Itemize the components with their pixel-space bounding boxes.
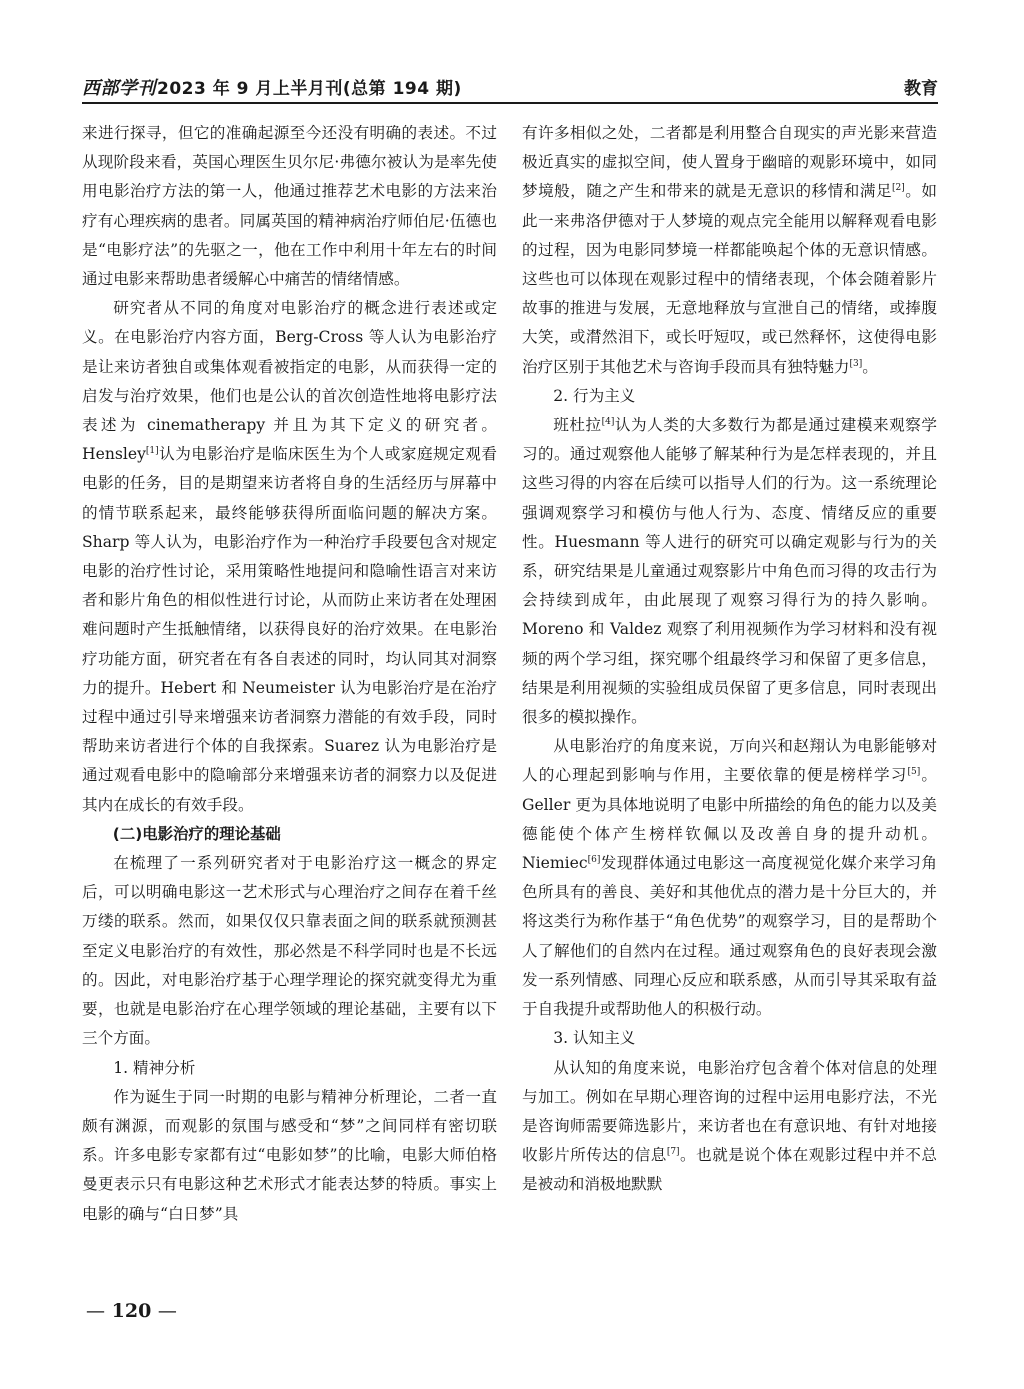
- paragraph: 研究者从不同的角度对电影治疗的概念进行表述或定义。在电影治疗内容方面，Berg-Cross 等人认为电影治疗是让来访者独自或集体观看被指定的电影，从而获得一定的启发与治疗效果，他们也是公认的首次创造性地将电影疗法表述为 cinematherapy 并且为其下定义的研究者。Hensley[1]认为电影治疗是临床医生为个人或家庭规定观看电影的任务，目的是期望来访者将自身的生活经历与屏幕中的情节联系起来，最终能够获得所面临问题的解决方案。Sharp 等人认为，电影治疗作为一种治疗手段要包含对规定电影的治疗性讨论，采用策略性地提问和隐喻性语言对来访者和影片角色的相似性进行讨论，从而防止来访者在处理困难问题时产生抵触情绪，以获得良好的治疗效果。在电影治疗功能方面，研究者在有各自表述的同时，均认同其对洞察力的提升。Hebert 和 Neumeister 认为电影治疗是在治疗过程中通过引导来增强来访者洞察力潜能的有效手段，同时帮助来访者进行个体的自我探索。Suarez 认为电影治疗是通过观看电影中的隐喻部分来增强来访者的洞察力以及促进其内在成长的有效手段。: [82, 299, 497, 814]
- paragraph: 从认知的角度来说，电影治疗包含着个体对信息的处理与加工。例如在早期心理咨询的过程中运用电影疗法，不光是咨询师需要筛选影片，来访者也在有意识地、有针对地接收影片所传达的信息[7]。也就是说个体在观影过程中并不总是被动和消极地默默: [522, 1058, 937, 1194]
- paragraph: 在梳理了一系列研究者对于电影治疗这一概念的界定后，可以明确电影这一艺术形式与心理治疗之间存在着千丝万缕的联系。然而，如果仅仅只靠表面之间的联系就预测甚至定义电影治疗的有效性，那必然是不科学同时也是不长远的。因此，对电影治疗基于心理学理论的探究就变得尤为重要，也就是电影治疗在心理学领域的理论基础，主要有以下三个方面。: [82, 854, 497, 1048]
- section-label: 教育: [904, 79, 938, 99]
- right-column: [522, 119, 937, 1200]
- page-number: 120: [111, 1300, 152, 1322]
- citation: [5]: [907, 767, 921, 778]
- citation: [2]: [892, 183, 905, 194]
- footer-dash: —: [157, 1300, 177, 1322]
- citation: [3]: [849, 358, 863, 369]
- paragraph: 作为诞生于同一时期的电影与精神分析理论，二者一直颇有渊源，而观影的氛围与感受和“梦”之间同样有密切联系。许多电影专家都有过“电影如梦”的比喻，电影大师伯格曼更表示只有电影这种艺术形式才能表达梦的特质。事实上电影的确与“白日梦”具: [82, 1087, 497, 1223]
- journal-title: [82, 74, 462, 100]
- citation: [1]: [145, 446, 159, 457]
- paragraph: 来进行探寻，但它的准确起源至今还没有明确的表述。不过从现阶段来看，英国心理医生贝尔尼·弗德尔被认为是率先使用电影治疗方法的第一人，他通过推荐艺术电影的方法来治疗有心理疾病的患者。同属英国的精神病治疗师伯尼·伍德也是“电影疗法”的先驱之一，他在工作中利用十年左右的时间通过电影来帮助患者缓解心中痛苦的情绪情感。: [82, 124, 497, 289]
- left-column: [82, 119, 497, 1229]
- paragraph: 从电影治疗的角度来说，万向兴和赵翔认为电影能够对人的心理起到影响与作用，主要依靠的便是榜样学习[5]。Geller 更为具体地说明了电影中所描绘的角色的能力以及美德能使个体产生榜样钦佩以及改善自身的提升动机。Niemiec[6]发现群体通过电影这一高度视觉化媒介来学习角色所具有的善良、美好和其他优点的潜力是十分巨大的，并将这类行为称作基于“角色优势”的观察学习，目的是帮助个人了解他们的自然内在过程。通过观察角色的良好表现会激发一系列情感、同理心反应和联系感，从而引导其采取有益于自我提升或帮助他人的积极行动。: [522, 737, 937, 1019]
- page-header: [82, 72, 938, 104]
- citation: [6]: [587, 854, 601, 865]
- journal-issue: 2023 年 9 月上半月刊(总第 194 期): [157, 79, 462, 99]
- subsection-heading: 3. 认知主义: [553, 1029, 636, 1048]
- journal-logo: 西部学刊: [82, 78, 156, 99]
- subsection-heading: 2. 行为主义: [553, 386, 636, 405]
- citation: [7]: [666, 1146, 680, 1157]
- paragraph: 有许多相似之处，二者都是利用整合自现实的声光影来营造极近真实的虚拟空间，使人置身于幽暗的观影环境中，如同梦境般，随之产生和带来的就是无意识的移情和满足[2]。如此一来弗洛伊德对于人梦境的观点完全能用以解释观看电影的过程，因为电影同梦境一样都能唤起个体的无意识情感。这些也可以体现在观影过程中的情绪表现，个体会随着影片故事的推进与发展，无意地释放与宣泄自己的情绪，或捧腹大笑，或潸然泪下，或长吁短叹，或已然释怀，这使得电影治疗区别于其他艺术与咨询手段而具有独特魅力[3]。: [522, 124, 937, 376]
- footer-dash: —: [86, 1300, 105, 1322]
- citation: [4]: [601, 416, 615, 427]
- paragraph: 班杜拉[4]认为人类的大多数行为都是通过建模来观察学习的。通过观察他人能够了解某种行为是怎样表现的，并且这些习得的内容在后续可以指导人们的行为。这一系统理论强调观察学习和模仿与他人行为、态度、情绪反应的重要性。Huesmann 等人进行的研究可以确定观影与行为的关系，研究结果是儿童通过观察影片中角色而习得的攻击行为会持续到成年，由此展现了观察习得行为的持久影响。Moreno 和 Valdez 观察了利用视频作为学习材料和没有视频的两个学习组，探究哪个组最终学习和保留了更多信息，结果是利用视频的实验组成员保留了更多信息，同时表现出很多的模拟操作。: [522, 416, 937, 727]
- section-heading: (二)电影治疗的理论基础: [112, 824, 281, 843]
- subsection-heading: 1. 精神分析: [113, 1058, 196, 1077]
- page-footer: [86, 1300, 177, 1322]
